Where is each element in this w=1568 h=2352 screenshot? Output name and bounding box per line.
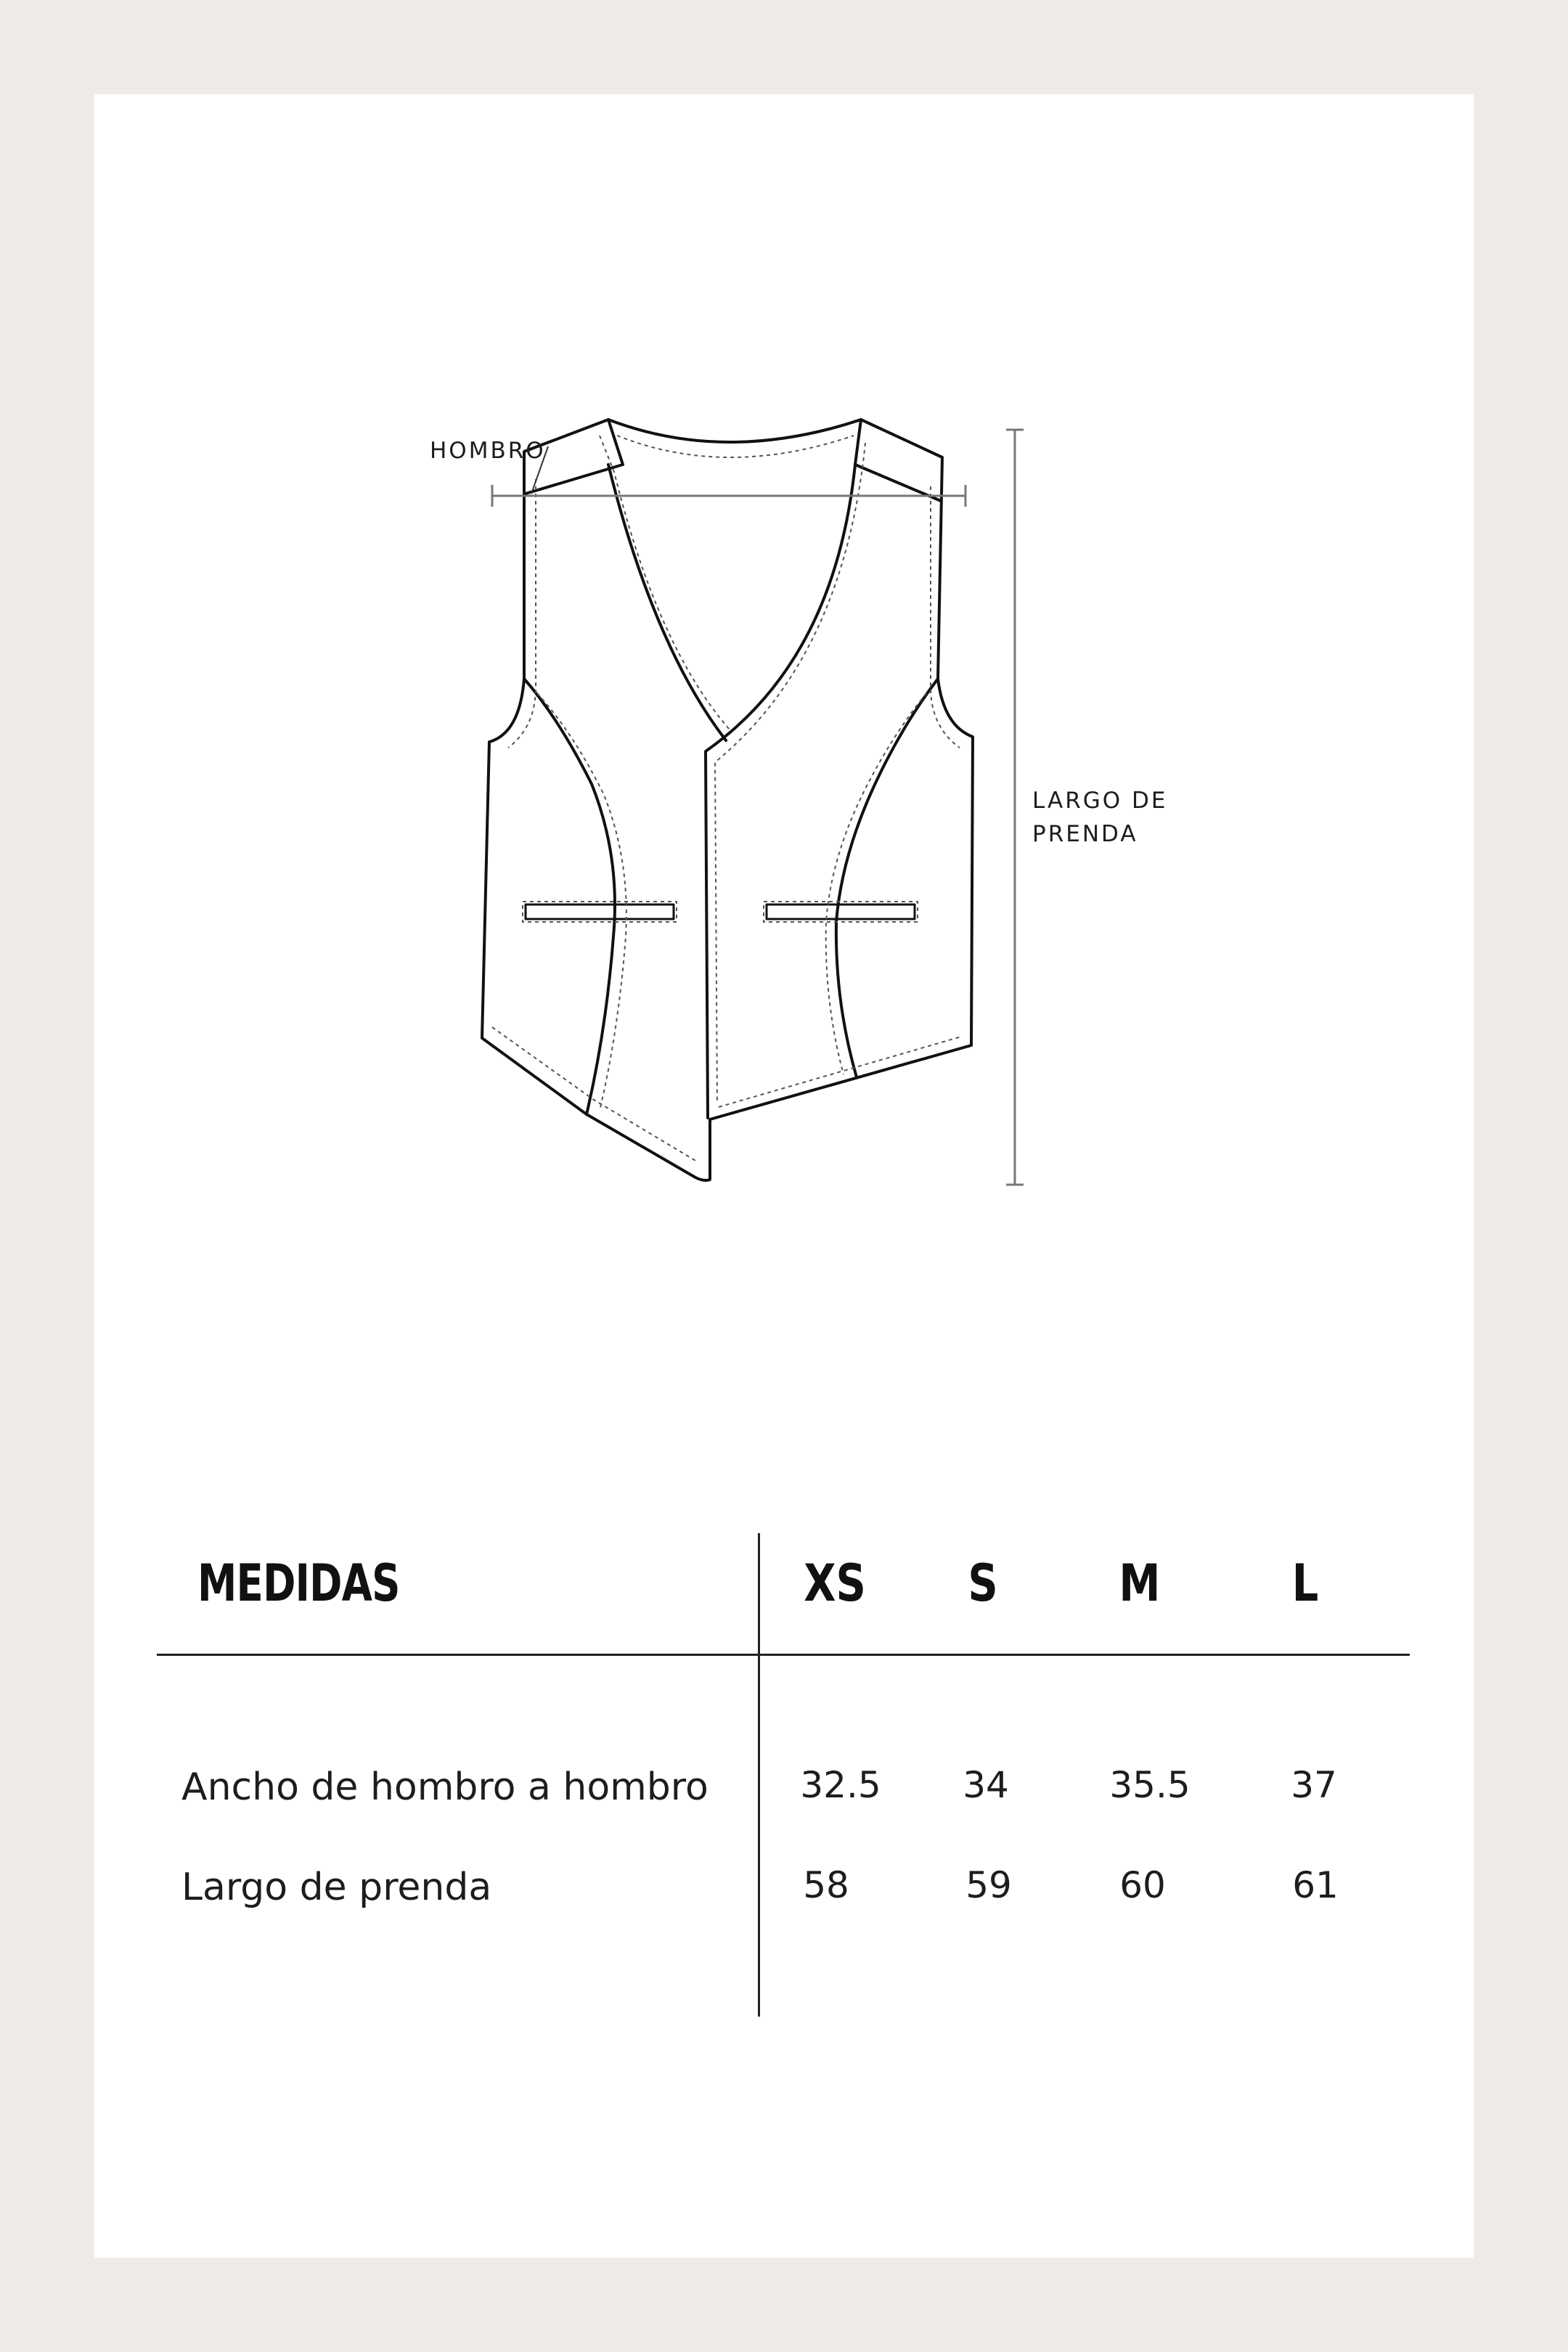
value-shoulder-l: 37 (1291, 1764, 1337, 1806)
length-label-line2: PRENDA (1032, 821, 1138, 847)
value-shoulder-m: 35.5 (1109, 1764, 1191, 1806)
size-header-s: S (968, 1553, 998, 1613)
value-length-xs: 58 (803, 1864, 849, 1906)
row-label-garment-length: Largo de prenda (181, 1866, 492, 1909)
table-column-divider (758, 1533, 760, 2017)
left-pocket-welt (526, 905, 674, 919)
value-shoulder-xs: 32.5 (800, 1764, 881, 1806)
left-front-edge (608, 465, 726, 740)
size-header-m: M (1119, 1553, 1161, 1613)
shoulder-label: HOMBRO (430, 438, 546, 464)
left-princess-seam (524, 679, 615, 1114)
size-header-l: L (1291, 1553, 1319, 1613)
length-label-line1: LARGO DE (1032, 788, 1168, 814)
vest-outline (482, 420, 973, 1180)
value-length-m: 60 (1119, 1864, 1166, 1906)
table-title: MEDIDAS (197, 1553, 400, 1613)
right-princess-seam (836, 679, 938, 1077)
value-shoulder-s: 34 (963, 1764, 1009, 1806)
size-header-xs: XS (804, 1553, 866, 1613)
row-label-shoulder-width: Ancho de hombro a hombro (181, 1765, 709, 1809)
value-length-l: 61 (1292, 1864, 1339, 1906)
table-header-divider (157, 1654, 1410, 1656)
value-length-s: 59 (965, 1864, 1012, 1906)
right-pocket-welt (767, 905, 915, 919)
